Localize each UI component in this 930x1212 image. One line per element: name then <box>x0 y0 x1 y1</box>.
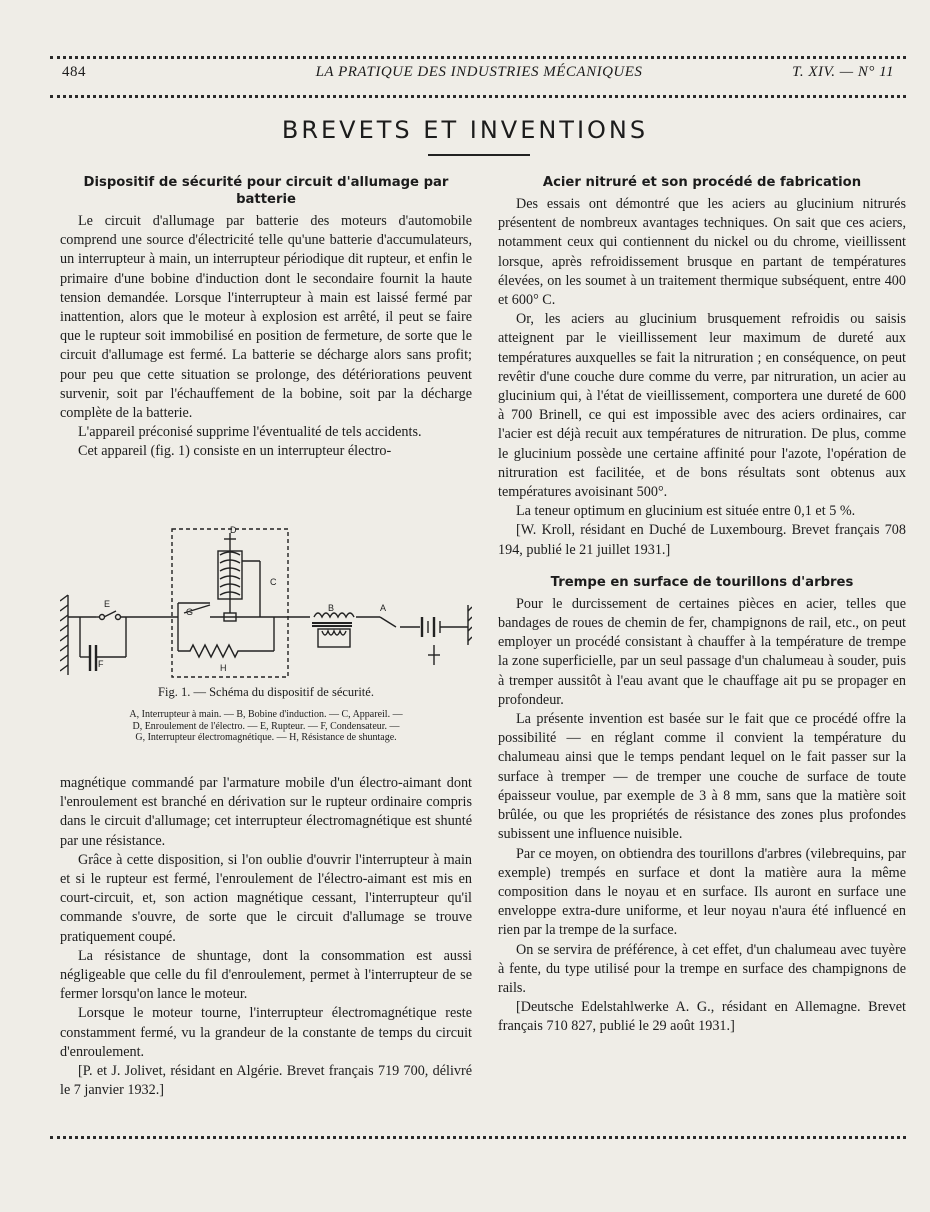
article-1-column <box>60 174 472 462</box>
volume-number: T. XIV. — N° 11 <box>792 64 894 80</box>
label-d: D <box>230 525 237 535</box>
label-c: C <box>270 577 277 587</box>
label-e: E <box>104 599 111 609</box>
article-3-paragraph: La présente invention est basée sur le fait que ce procédé offre la possibilité — en réglant comme il convient la température du chalumeau ainsi que le temps pendant lequel on le fait passer sur la surface à tremper — de tremper une couche de surface de toute épaisseur voulue, par exemple de 3 à 8 mm, sans que la matière soit brûlée, ou que les propriétés de résistance des zones plus profondes subissent une influence nuisible. <box>498 711 906 843</box>
section-title-underline <box>428 154 530 156</box>
resistance-shuntage <box>178 645 274 657</box>
rupteur-contact <box>104 611 116 617</box>
article-1-paragraph: Cet appareil (fig. 1) consiste en un interrupteur électro- <box>78 443 392 460</box>
top-dotted-rule <box>50 56 906 59</box>
bobine-primary <box>314 613 354 617</box>
article-1-paragraph: L'appareil préconisé supprime l'éventualité de tels accidents. <box>78 424 422 441</box>
circuit-diagram <box>60 525 472 685</box>
interrupteur-a-lever <box>380 617 396 627</box>
article-1-paragraph: Grâce à cette disposition, si l'on oublie d'ouvrir l'interrupteur à main et si le rupteur est fermé, l'enroulement de l'électro-aimant est mis en court-circuit, et, son action magnétique cessant, l'interrupteur qu'il commande s'ouvre, de sorte que le circuit d'allumage se trouve pratiquement coupé. <box>60 851 472 945</box>
section-title: BREVETS ET INVENTIONS <box>281 116 649 144</box>
article-1-paragraph: Lorsque le moteur tourne, l'interrupteur électromagnétique reste constamment fermé, vu la grandeur de la constante de temps du circuit d'enroulement. <box>60 1005 472 1060</box>
article-1-reference: [P. et J. Jolivet, résidant en Algérie. Brevet français 719 700, délivré le 7 janvier 1932.] <box>60 1063 472 1099</box>
label-a: A <box>380 603 387 613</box>
label-f: F <box>98 659 104 669</box>
figure-legend <box>60 709 472 744</box>
article-3-reference: [Deutsche Edelstahlwerke A. G., résidant en Allemagne. Brevet français 710 827, publié le 29 août 1931.] <box>498 999 906 1035</box>
article-1-continuation <box>60 774 472 1100</box>
article-2-reference: [W. Kroll, résidant en Duché de Luxembourg. Brevet français 708 194, publié le 21 juillet 1931.] <box>498 522 906 558</box>
article-1-paragraph: magnétique commandé par l'armature mobile d'un électro-aimant dont l'enroulement est branché en dérivation sur le rupteur ordinaire compris dans le circuit d'allumage; cet interrupteur électromagnétique est shunté par une résistance. <box>60 775 472 849</box>
article-2-paragraph: La teneur optimum en glucinium est située entre 0,1 et 5 %. <box>516 503 856 520</box>
article-3-paragraph: On se servira de préférence, à cet effet, d'un chalumeau avec tuyère à fente, du type utilisé pour la trempe en surface des champignons de rails. <box>498 941 906 996</box>
article-3-title: Trempe en surface de tourillons d'arbres <box>550 574 854 590</box>
figure-legend-line: A, Interrupteur à main. — B, Bobine d'induction. — C, Appareil. — <box>129 709 403 720</box>
figure-1 <box>60 525 472 765</box>
article-1-paragraph: La résistance de shuntage, dont la consommation est aussi négligeable que celle du fil d'enroulement, permet à l'interrupteur de se fermer lorsqu'on lance le moteur. <box>60 947 472 1003</box>
article-2-paragraph: Or, les aciers au glucinium brusquement refroidis ou saisis atteignent par le vieillissement leur maximum de dureté aux températures auxquelles se fait la nitruration ; en conséquence, on peut revêtir d'une couche dure comme du verre, par nitruration, un acier au glucinium qui, à l'état de vieillissement, comportera une dureté de 600 à 700 Brinell, ce qui est impossible avec des aciers ordinaires, car l'acier est déjà recuit aux températures de nitruration. De plus, comme le glucinium possède une certaine affinité pour l'azote, l'opération de nitruration est facilitée, et de bons résultats sont obtenus aux températures avoisinant 500°. <box>498 311 906 501</box>
figure-caption: Fig. 1. — Schéma du dispositif de sécurité. <box>158 685 374 699</box>
figure-legend-line: D, Enroulement de l'électro. — E, Rupteur. — F, Condensateur. — <box>132 720 400 732</box>
label-g: G <box>186 607 194 617</box>
article-1-title: Dispositif de sécurité pour circuit d'allumage par batterie <box>83 175 449 207</box>
article-2-paragraph: Des essais ont démontré que les aciers au glucinium nitrurés présentent de nombreux avantages techniques. On sait que ces aciers, notamment ceux qui contiennent du nickel ou du chrome, vieillissent lorsque, après refroidissement brusque en partant de températures élevées, on les soumet à un traitement thermique subséquent, entre 400 et 600° C. <box>498 196 906 309</box>
label-h: H <box>220 663 227 673</box>
article-2-title: Acier nitruré et son procédé de fabrication <box>542 175 862 190</box>
header-dotted-rule <box>50 95 906 98</box>
article-3-paragraph: Par ce moyen, on obtiendra des tourillons d'arbres (vilebrequins, par exemple) trempés en surface et dont la matière aura la même composition dans le noyau et en surface. Ils auront en surface une enveloppe extra-dure uniforme, et leur noyau n'aura été influencé en rien par la trempe de la surface. <box>498 845 906 939</box>
bottom-dotted-rule <box>50 1136 906 1139</box>
page-number: 484 <box>62 64 86 80</box>
article-3-paragraph: Pour le durcissement de certaines pièces en acier, telles que bandages de roues de chemin de fer, champignons de rail, etc., on peut employer un procédé consistant à chauffer à la température de trempe la zone superficielle, par un seul passage d'un chalumeau à souder, puis à tremper aussitôt à l'eau avant que le chauffage ait pu se propager en profondeur. <box>498 595 906 708</box>
journal-title: LA PRATIQUE DES INDUSTRIES MÉCANIQUES <box>315 64 643 80</box>
label-b: B <box>328 603 335 613</box>
bobine-secondary <box>322 631 346 635</box>
article-1-paragraph: Le circuit d'allumage par batterie des moteurs d'automobile comprend une source d'électricité telle qu'une batterie d'accumulateurs, un interrupteur à main, un interrupteur périodique dit rupteur, et enfin le primaire d'une bobine d'induction dont le secondaire fournit la haute tension demandée. Lorsque l'interrupteur à main est laissé fermé par inattention, alors que le moteur à explosion est arrêté, il peut se faire que le rupteur soit immobilisé en position de fermeture, de sorte que le circuit d'allumage est fermé. La batterie se décharge alors sans profit; pour peu que cette situation se prolonge, des détériorations peuvent survenir, soit par l'échauffement de la bobine, soit par la décharge complète de la batterie. <box>60 213 472 422</box>
figure-legend-line: G, Interrupteur électromagnétique. — H, Résistance de shuntage. <box>135 732 397 743</box>
running-head <box>60 64 898 86</box>
right-column <box>498 174 906 1037</box>
